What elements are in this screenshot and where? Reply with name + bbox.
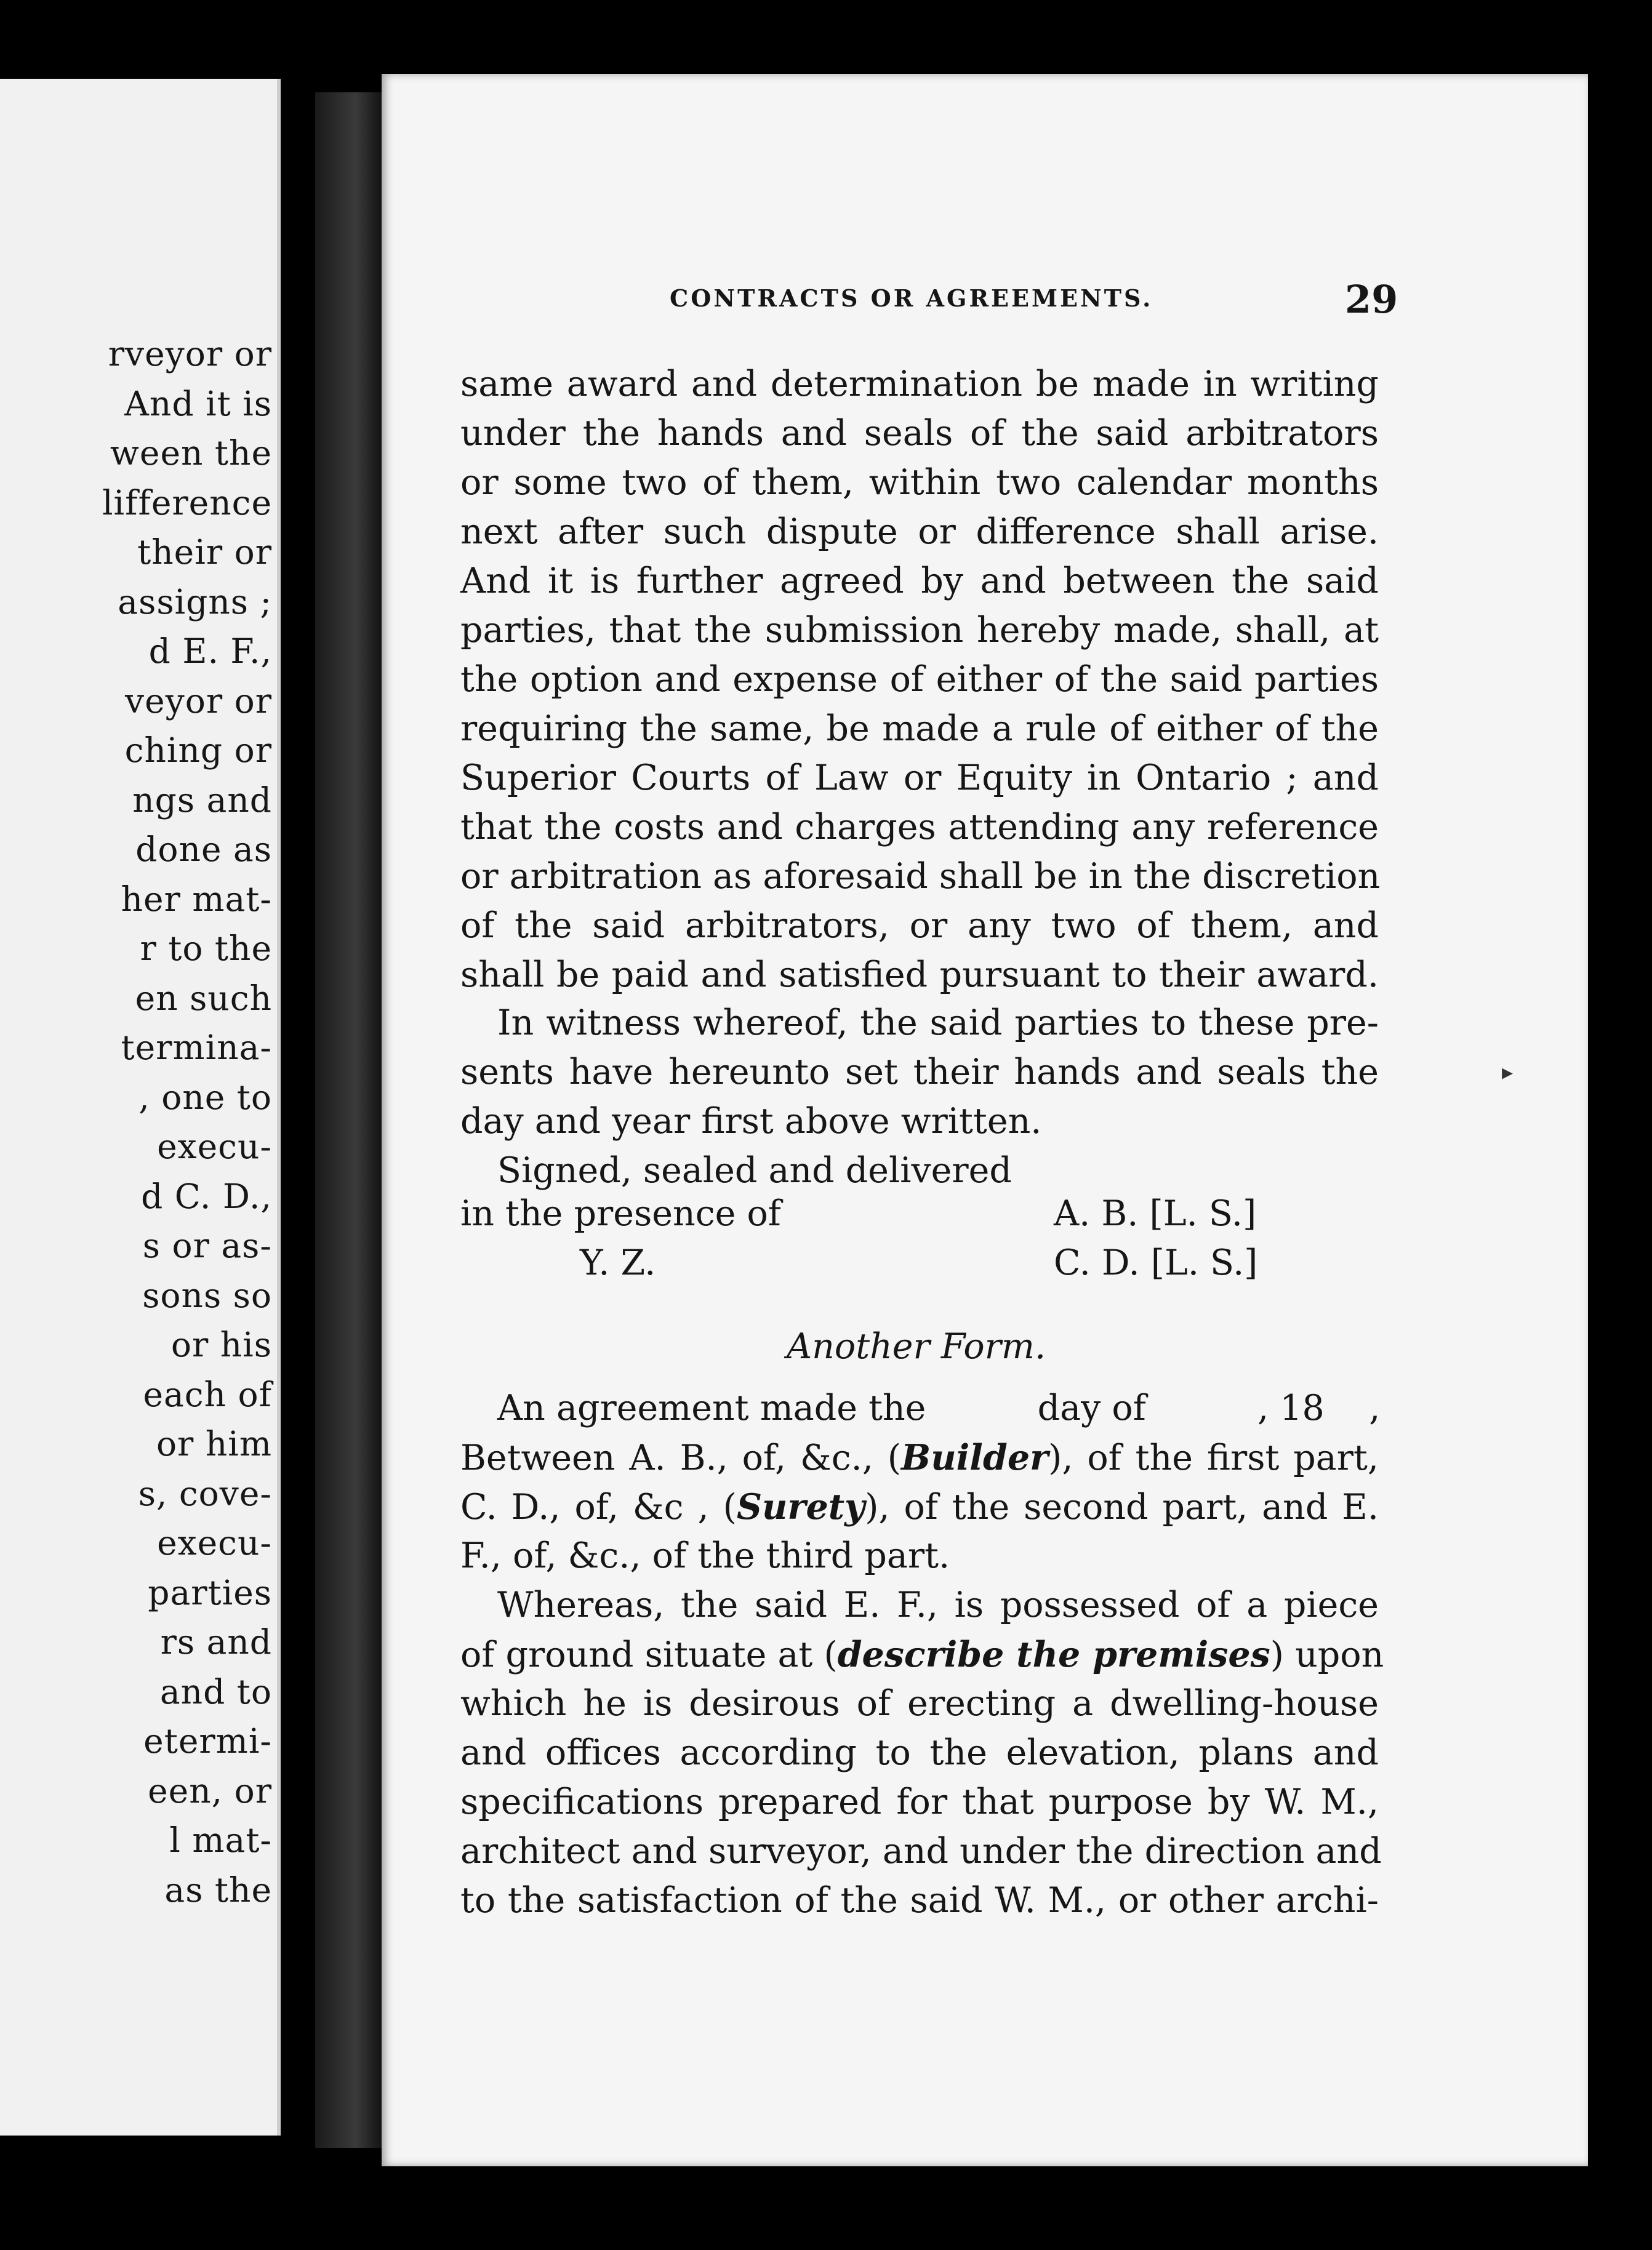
previous-page-line: rs and xyxy=(160,1622,272,1662)
running-head: CONTRACTS OR AGREEMENTS. xyxy=(670,284,1153,312)
book-gutter xyxy=(315,92,383,2148)
previous-page-line: or him xyxy=(156,1424,272,1463)
previous-page-line: or his xyxy=(170,1325,272,1364)
stray-ink-mark: ▸ xyxy=(1502,1060,1514,1085)
previous-page-line: d E. F., xyxy=(148,631,272,671)
previous-page xyxy=(0,79,281,2136)
text-line: under the hands and seals of the said arbitrators xyxy=(460,413,1379,454)
previous-page-line: done as xyxy=(135,830,272,869)
previous-page-line: And it is xyxy=(124,383,272,423)
text-line: and offices according to the elevation, plans and xyxy=(460,1732,1379,1773)
witness-name: Y. Z. xyxy=(580,1243,656,1283)
text-line: Between A. B., of, &c., (Builder), of the first part, xyxy=(460,1437,1379,1478)
previous-page-line: veyor or xyxy=(125,681,272,721)
text-line: architect and surveyor, and under the direction and xyxy=(460,1831,1382,1872)
signature-caption: in the presence of xyxy=(460,1193,781,1234)
text-line: Superior Courts of Law or Equity in Ontario ; and xyxy=(460,758,1379,798)
text-line: sents have hereunto set their hands and seals the xyxy=(460,1052,1379,1092)
previous-page-line: her mat- xyxy=(121,879,272,919)
text-line: C. D., of, &c , (Surety), of the second part, and E. xyxy=(460,1486,1379,1527)
previous-page-line: and to xyxy=(159,1671,272,1712)
section-heading: Another Form. xyxy=(787,1326,1046,1367)
previous-page-line: l mat- xyxy=(169,1820,272,1860)
previous-page-line: d C. D., xyxy=(141,1176,272,1216)
signature-caption: Signed, sealed and delivered xyxy=(497,1150,1012,1191)
previous-page-line: termina- xyxy=(121,1028,272,1067)
text-line: day and year first above written. xyxy=(460,1101,1042,1142)
text-line: of the said arbitrators, or any two of them, and xyxy=(460,905,1379,946)
text-line: Whereas, the said E. F., is possessed of a piece xyxy=(497,1585,1379,1625)
text-line: to the satisfaction of the said W. M., or other archi- xyxy=(460,1880,1379,1921)
previous-page-line: s, cove- xyxy=(138,1473,272,1513)
previous-page-line: execu- xyxy=(157,1127,272,1166)
text-line: In witness whereof, the said parties to these pre- xyxy=(497,1003,1379,1043)
previous-page-line: assigns ; xyxy=(118,582,272,622)
previous-page-line: s or as- xyxy=(142,1226,272,1265)
previous-page-line: as the xyxy=(164,1870,272,1910)
text-line: requiring the same, be made a rule of either of the xyxy=(460,708,1379,749)
previous-page-line: execu- xyxy=(157,1523,272,1563)
text-line: specifications prepared for that purpose by W. M., xyxy=(460,1782,1379,1822)
previous-page-line: their or xyxy=(137,532,272,572)
text-line: And it is further agreed by and between the said xyxy=(460,561,1379,601)
text-line: or some two of them, within two calendar months xyxy=(460,462,1379,503)
previous-page-line: each of xyxy=(143,1374,272,1414)
signatory-a-b: A. B. [L. S.] xyxy=(1054,1193,1257,1234)
text-line: next after such dispute or difference shall arise. xyxy=(460,511,1379,552)
text-line: which he is desirous of erecting a dwelling-house xyxy=(460,1683,1379,1724)
previous-page-line: , one to xyxy=(138,1077,272,1117)
text-line: shall be paid and satisfied pursuant to their award. xyxy=(460,955,1379,995)
previous-page-line: ween the xyxy=(110,433,272,473)
page-number: 29 xyxy=(1345,277,1398,322)
previous-page-line: en such xyxy=(135,978,272,1018)
previous-page-line: ngs and xyxy=(132,780,272,820)
text-line: that the costs and charges attending any reference xyxy=(460,807,1379,847)
previous-page-line: parties xyxy=(148,1572,272,1612)
text-line: or arbitration as aforesaid shall be in the discretion xyxy=(460,856,1381,897)
text-line: An agreement made the day of , 18 , xyxy=(497,1388,1381,1428)
text-line: parties, that the submission hereby made, shall, at xyxy=(460,610,1379,651)
text-line: of ground situate at (describe the premises) upon xyxy=(460,1634,1384,1675)
text-line: same award and determination be made in writing xyxy=(460,364,1379,404)
previous-page-line: rveyor or xyxy=(108,334,272,374)
previous-page-line: lifference xyxy=(102,482,272,522)
previous-page-line: ching or xyxy=(124,731,272,770)
previous-page-line: een, or xyxy=(148,1771,272,1811)
previous-page-line: sons so xyxy=(142,1275,272,1315)
signatory-c-d: C. D. [L. S.] xyxy=(1054,1243,1258,1283)
previous-page-line: r to the xyxy=(140,929,272,968)
text-line: the option and expense of either of the said parties xyxy=(460,659,1379,700)
previous-page-line: etermi- xyxy=(143,1721,272,1761)
text-line: F., of, &c., of the third part. xyxy=(460,1535,950,1576)
